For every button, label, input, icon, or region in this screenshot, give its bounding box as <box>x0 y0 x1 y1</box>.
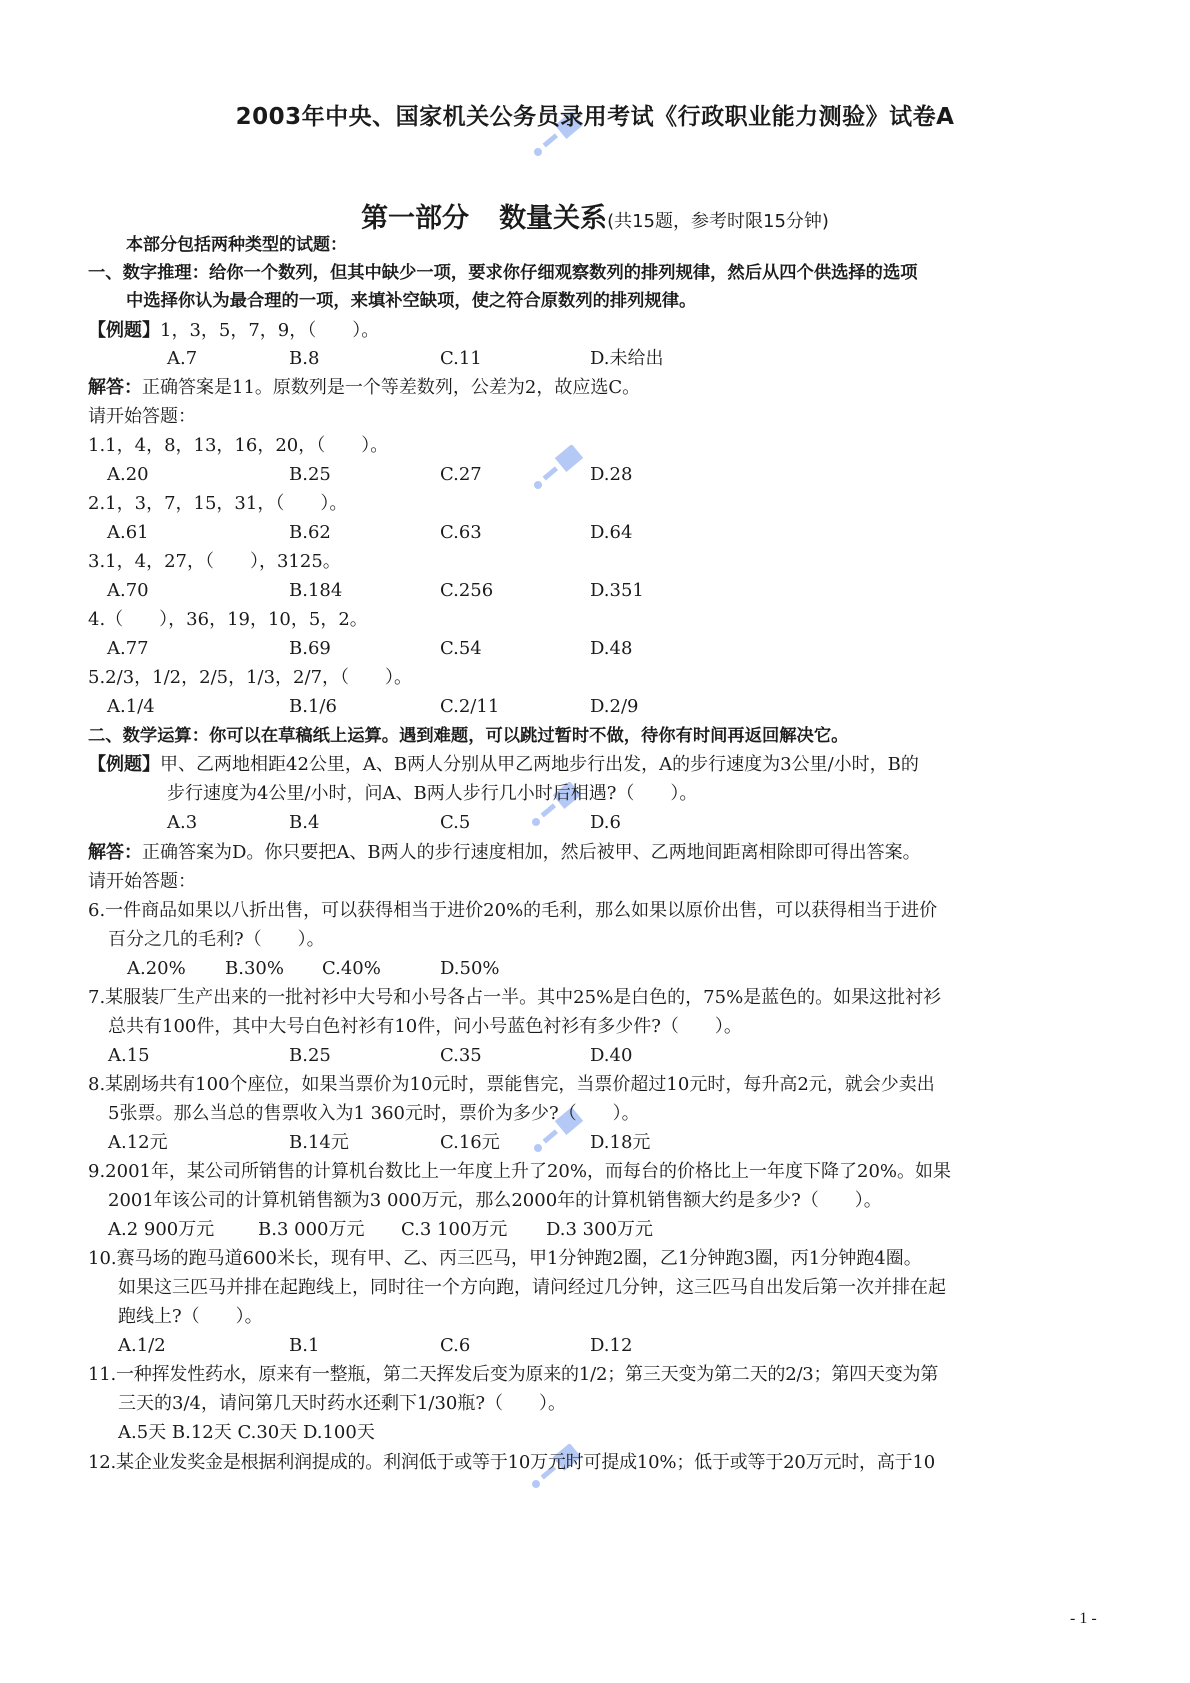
section2-example-line1 <box>88 752 919 778</box>
part-label: 第一部分 <box>361 203 470 234</box>
example-option: A.3 <box>167 812 198 833</box>
example-option: D.6 <box>590 812 621 833</box>
question-option: D.40 <box>590 1045 633 1066</box>
question-option: C.40% <box>322 958 381 979</box>
example-option: C.11 <box>440 348 482 369</box>
question-stem-cont: 2001年该公司的计算机销售额为3 000万元，那么2000年的计算机销售额大约是多少?（ ）。 <box>108 1190 882 1211</box>
question-option: C.63 <box>440 522 482 543</box>
question-option: D.12 <box>590 1335 633 1356</box>
question-stem: 12.某企业发奖金是根据利润提成的。利润低于或等于10万元时可提成10%；低于或等于20万元时，高于10 <box>88 1452 935 1473</box>
question-option: A.2 900万元 <box>108 1219 215 1240</box>
example-option: B.8 <box>289 348 320 369</box>
question-option: A.12元 <box>108 1132 168 1153</box>
question-stem: 9.2001年，某公司所销售的计算机台数比上一年度上升了20%，而每台的价格比上一年度下降了20%。如果 <box>88 1161 951 1182</box>
question-option: D.64 <box>590 522 633 543</box>
question-stem: 3.1，4，27，（ ），3125。 <box>88 551 341 572</box>
example-option: A.7 <box>167 348 198 369</box>
question-option: A.77 <box>107 638 149 659</box>
question-option: B.14元 <box>289 1132 349 1153</box>
question-option: B.25 <box>289 1045 331 1066</box>
question-option: C.256 <box>440 580 494 601</box>
question-option: B.25 <box>289 464 331 485</box>
question-option: B.184 <box>289 580 343 601</box>
question-option: D.3 300万元 <box>546 1219 654 1240</box>
example-option: B.4 <box>289 812 320 833</box>
section1-heading-line1: 一、数字推理：给你一个数列，但其中缺少一项，要求你仔细观察数列的排列规律，然后从四个供选择的选项 <box>88 263 918 283</box>
section2-heading: 二、数学运算：你可以在草稿纸上运算。遇到难题，可以跳过暂时不做，待你有时间再返回解决它。 <box>88 726 849 746</box>
question-option: D.2/9 <box>590 696 639 717</box>
example-option: C.5 <box>440 812 471 833</box>
question-option: D.48 <box>590 638 633 659</box>
question-stem-cont: 百分之几的毛利?（ ）。 <box>108 929 325 950</box>
part-subject: 数量关系 <box>499 203 608 234</box>
question-stem-cont: 如果这三匹马并排在起跑线上，同时往一个方向跑，请问经过几分钟，这三匹马自出发后第一次并排在起 <box>118 1277 946 1298</box>
question-option: D.351 <box>590 580 644 601</box>
start-text: 请开始答题： <box>88 871 196 892</box>
question-stem: 5.2/3，1/2，2/5，1/3，2/7，（ ）。 <box>88 667 413 688</box>
question-option: D.50% <box>440 958 500 979</box>
question-option: B.1/6 <box>289 696 337 717</box>
watermark-logo-icon <box>530 445 590 493</box>
question-stem: 2.1，3，7，15，31，（ ）。 <box>88 493 348 514</box>
section2-example-line2: 步行速度为4公里/小时，问A、B两人步行几小时后相遇?（ ）。 <box>167 783 698 804</box>
example-option: D.未给出 <box>590 348 664 369</box>
part-heading <box>0 196 1190 235</box>
question-stem: 10.赛马场的跑马道600米长，现有甲、乙、丙三匹马，甲1分钟跑2圈，乙1分钟跑3圈，丙1分钟跑4圈。 <box>88 1248 922 1269</box>
example-text: 1，3，5，7，9，（ ）。 <box>160 320 380 341</box>
answer-text: 正确答案是11。原数列是一个等差数列，公差为2，故应选C。 <box>142 377 641 398</box>
section1-answer <box>88 375 640 401</box>
question-stem: 4.（ ），36，19，10，5，2。 <box>88 609 368 630</box>
question-stem: 11.一种挥发性药水，原来有一整瓶，第二天挥发后变为原来的1/2；第三天变为第二天的2/3；第四天变为第 <box>88 1364 939 1385</box>
section1-example <box>88 318 379 344</box>
question-option: A.70 <box>107 580 149 601</box>
question-option: A.1/2 <box>118 1335 166 1356</box>
question-stem-cont: 5张票。那么当总的售票收入为1 360元时，票价为多少?（ ）。 <box>108 1103 640 1124</box>
question-option: D.28 <box>590 464 633 485</box>
question-option: B.30% <box>225 958 284 979</box>
question-stem-cont: 跑线上?（ ）。 <box>118 1306 263 1327</box>
answer-label: 解答： <box>88 377 142 398</box>
question-stem: 7.某服装厂生产出来的一批衬衫中大号和小号各占一半。其中25%是白色的，75%是蓝色的。如果这批衬衫 <box>88 987 942 1008</box>
question-option: A.20% <box>127 958 186 979</box>
document-title: 2003年中央、国家机关公务员录用考试《行政职业能力测验》试卷A <box>235 104 955 130</box>
example-text: 甲、乙两地相距42公里，A、B两人分别从甲乙两地步行出发，A的步行速度为3公里/小时，B的 <box>160 754 919 775</box>
question-option: B.1 <box>289 1335 320 1356</box>
question-option: C.6 <box>440 1335 471 1356</box>
question-option: A.15 <box>108 1045 150 1066</box>
part-note: (共15题，参考时限15分钟) <box>607 211 829 232</box>
question-option: A.20 <box>107 464 149 485</box>
section2-answer <box>88 840 921 866</box>
question-option: B.3 000万元 <box>258 1219 365 1240</box>
question-option: B.62 <box>289 522 331 543</box>
question-stem: 6.一件商品如果以八折出售，可以获得相当于进价20%的毛利，那么如果以原价出售，可以获得相当于进价 <box>88 900 938 921</box>
answer-label: 解答： <box>88 842 142 863</box>
question-stem-cont: 总共有100件，其中大号白色衬衫有10件，问小号蓝色衬衫有多少件?（ ）。 <box>108 1016 742 1037</box>
question-option: C.16元 <box>440 1132 500 1153</box>
question-option: C.35 <box>440 1045 482 1066</box>
answer-text: 正确答案为D。你只要把A、B两人的步行速度相加，然后被甲、乙两地间距离相除即可得出答案。 <box>142 842 921 863</box>
question-option: C.27 <box>440 464 482 485</box>
question-option: A.61 <box>107 522 149 543</box>
question-option: C.2/11 <box>440 696 500 717</box>
question-option: C.54 <box>440 638 482 659</box>
question-option: C.3 100万元 <box>401 1219 508 1240</box>
question-option: D.18元 <box>590 1132 651 1153</box>
question-stem: 1.1，4，8，13，16，20，（ ）。 <box>88 435 389 456</box>
question-stem: 8.某剧场共有100个座位，如果当票价为10元时，票能售完，当票价超过10元时，每升高2元，就会少卖出 <box>88 1074 935 1095</box>
question-stem-cont: 三天的3/4，请问第几天时药水还剩下1/30瓶?（ ）。 <box>118 1393 567 1414</box>
section1-heading-line2: 中选择你认为最合理的一项，来填补空缺项，使之符合原数列的排列规律。 <box>126 291 697 311</box>
question-options-inline: A.5天 B.12天 C.30天 D.100天 <box>118 1422 375 1443</box>
question-option: A.1/4 <box>107 696 155 717</box>
page-number: - 1 - <box>1070 1610 1097 1627</box>
start-text: 请开始答题： <box>88 406 196 427</box>
question-option: B.69 <box>289 638 331 659</box>
intro-text: 本部分包括两种类型的试题： <box>126 235 347 255</box>
example-label: 【例题】 <box>88 754 160 775</box>
example-label: 【例题】 <box>88 320 160 341</box>
